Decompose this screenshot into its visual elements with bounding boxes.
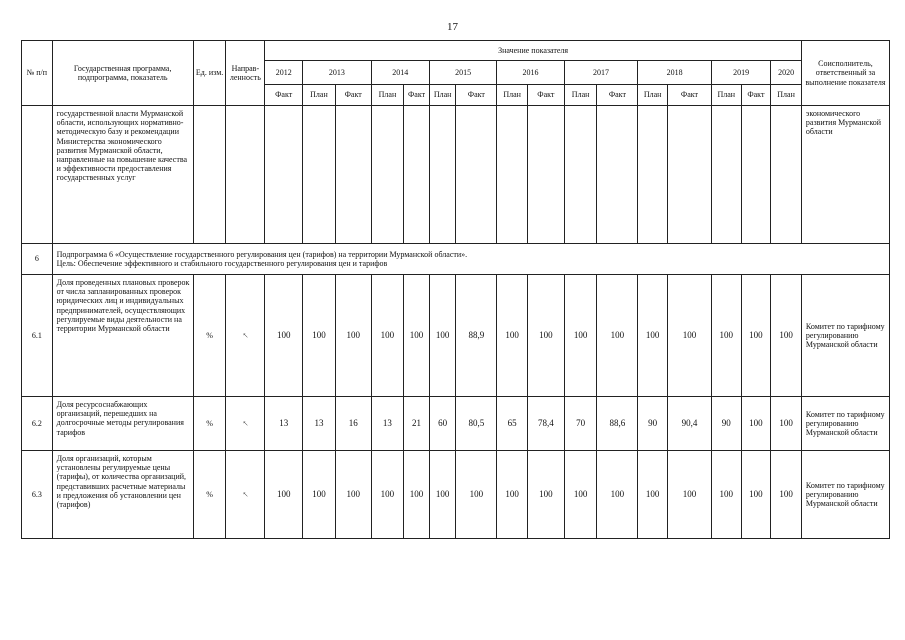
value-cell: 78,4	[527, 397, 564, 451]
value-cell: 100	[335, 275, 371, 397]
value-cell: 13	[303, 397, 336, 451]
header-sub-fact: Факт	[527, 85, 564, 106]
value-cell: 100	[597, 451, 638, 539]
value-cell: 100	[741, 397, 771, 451]
continuation-responsible: экономического развития Мурманской области	[801, 106, 889, 244]
value-cell: 100	[456, 451, 497, 539]
direction-cell	[226, 397, 265, 451]
header-year: 2014	[371, 61, 429, 85]
value-cell: 16	[335, 397, 371, 451]
indicator-num: 6.1	[22, 275, 53, 397]
value-cell	[497, 106, 528, 244]
header-program: Государственная программа, подпрограмма, показатель	[52, 41, 193, 106]
value-cell: 100	[265, 275, 303, 397]
section-title	[52, 244, 889, 275]
header-year: 2013	[303, 61, 371, 85]
value-cell: 13	[371, 397, 404, 451]
value-cell	[303, 106, 336, 244]
header-sub-plan: План	[771, 85, 802, 106]
header-unit: Ед. изм.	[193, 41, 226, 106]
value-cell	[741, 106, 771, 244]
value-cell	[564, 106, 597, 244]
value-cell	[527, 106, 564, 244]
subprogram-goal: Цель: Обеспечение эффективного и стабильного государственного регулирования цен и тарифов	[56, 259, 388, 268]
header-sub-plan: План	[429, 85, 456, 106]
header-year: 2017	[564, 61, 638, 85]
value-cell: 90	[711, 397, 741, 451]
value-cell: 100	[667, 451, 711, 539]
indicator-row	[22, 275, 890, 397]
header-sub-fact: Факт	[404, 85, 430, 106]
value-cell: 13	[265, 397, 303, 451]
section-num: 6	[22, 244, 53, 275]
indicator-name: Доля ресурсоснабжающих организаций, перешедших на долгосрочные методы регулирования тарифов	[52, 397, 193, 451]
value-cell	[335, 106, 371, 244]
value-cell: 60	[429, 397, 456, 451]
value-cell: 90	[638, 397, 668, 451]
indicator-row	[22, 451, 890, 539]
header-direction: Направ- ленность	[226, 41, 265, 106]
header-sub-fact: Факт	[741, 85, 771, 106]
value-cell: 100	[404, 275, 430, 397]
continuation-indicator-name: государственной власти Мурманской области, использующих нормативно-методическую базу и рекомендации Министерства экономического развития Мурманской области, направленные на повышение качества и эффективности предоставления государственных услуг	[52, 106, 193, 244]
value-cell	[711, 106, 741, 244]
value-cell	[371, 106, 404, 244]
value-cell: 100	[303, 451, 336, 539]
header-sub-plan: План	[638, 85, 668, 106]
value-cell: 70	[564, 397, 597, 451]
value-cell	[667, 106, 711, 244]
header-num: № п/п	[22, 41, 53, 106]
arrow-up-right-icon: ↑	[240, 489, 251, 500]
value-cell	[404, 106, 430, 244]
value-cell: 100	[711, 451, 741, 539]
value-cell: 90,4	[667, 397, 711, 451]
value-cell: 100	[527, 275, 564, 397]
indicator-unit: %	[193, 275, 226, 397]
value-cell	[265, 106, 303, 244]
header-sub-fact: Факт	[456, 85, 497, 106]
value-cell: 100	[303, 275, 336, 397]
header-year: 2015	[429, 61, 496, 85]
header-sub-plan: План	[711, 85, 741, 106]
value-cell: 100	[711, 275, 741, 397]
value-cell: 88,9	[456, 275, 497, 397]
header-value-group: Значение показателя	[265, 41, 802, 61]
indicator-row	[22, 397, 890, 451]
indicator-responsible: Комитет по тарифному регулированию Мурманской области	[801, 451, 889, 539]
value-cell: 100	[265, 451, 303, 539]
header-responsible: Соисполнитель, ответственный за выполнение показателя	[801, 41, 889, 106]
value-cell: 100	[564, 451, 597, 539]
header-sub-plan: План	[564, 85, 597, 106]
value-cell: 100	[667, 275, 711, 397]
value-cell	[771, 106, 802, 244]
header-year: 2019	[711, 61, 770, 85]
arrow-up-right-icon: ↑	[240, 330, 251, 341]
header-sub-fact: Факт	[335, 85, 371, 106]
header-year: 2016	[497, 61, 564, 85]
arrow-up-right-icon: ↑	[240, 418, 251, 429]
subprogram-title: Подпрограмма 6 «Осуществление государственного регулирования цен (тарифов) на территории Мурманской области».	[56, 249, 468, 259]
header-year: 2018	[638, 61, 712, 85]
value-cell: 100	[597, 275, 638, 397]
value-cell: 80,5	[456, 397, 497, 451]
value-cell: 100	[497, 275, 528, 397]
value-cell: 100	[429, 451, 456, 539]
indicator-responsible: Комитет по тарифному регулированию Мурманской области	[801, 397, 889, 451]
header-sub-fact: Факт	[667, 85, 711, 106]
value-cell: 88,6	[597, 397, 638, 451]
value-cell	[429, 106, 456, 244]
value-cell: 100	[371, 451, 404, 539]
header-year: 2012	[265, 61, 303, 85]
indicator-name: Доля проведенных плановых проверок от числа запланированных проверок юридических лиц и индивидуальных предпринимателей, осуществляющих регулируемые виды деятельности на территории Мурманской области	[52, 275, 193, 397]
indicator-num: 6.3	[22, 451, 53, 539]
value-cell: 100	[638, 451, 668, 539]
header-sub-plan: План	[497, 85, 528, 106]
value-cell: 100	[335, 451, 371, 539]
header-sub-plan: План	[371, 85, 404, 106]
value-cell	[597, 106, 638, 244]
indicator-responsible: Комитет по тарифному регулированию Мурманской области	[801, 275, 889, 397]
value-cell: 100	[741, 451, 771, 539]
indicator-table	[21, 40, 890, 539]
value-cell: 100	[404, 451, 430, 539]
value-cell: 100	[771, 451, 802, 539]
value-cell: 21	[404, 397, 430, 451]
value-cell: 100	[741, 275, 771, 397]
value-cell: 100	[429, 275, 456, 397]
header-sub-plan: План	[303, 85, 336, 106]
value-cell: 65	[497, 397, 528, 451]
indicator-num: 6.2	[22, 397, 53, 451]
value-cell	[638, 106, 668, 244]
continuation-unit	[193, 106, 226, 244]
indicator-name: Доля организаций, которым установлены регулируемые цены (тарифы), от количества организаций, представивших расчетные материалы и предложения об установлении цен (тарифов)	[52, 451, 193, 539]
indicator-unit: %	[193, 451, 226, 539]
page-number: 17	[447, 21, 458, 33]
continuation-num	[22, 106, 53, 244]
value-cell: 100	[771, 275, 802, 397]
value-cell: 100	[771, 397, 802, 451]
value-cell: 100	[564, 275, 597, 397]
header-year: 2020	[771, 61, 802, 85]
direction-cell	[226, 275, 265, 397]
indicator-unit: %	[193, 397, 226, 451]
continuation-direction	[226, 106, 265, 244]
header-sub-fact: Факт	[265, 85, 303, 106]
value-cell: 100	[527, 451, 564, 539]
value-cell: 100	[371, 275, 404, 397]
header-sub-fact: Факт	[597, 85, 638, 106]
direction-cell	[226, 451, 265, 539]
value-cell: 100	[638, 275, 668, 397]
value-cell: 100	[497, 451, 528, 539]
value-cell	[456, 106, 497, 244]
